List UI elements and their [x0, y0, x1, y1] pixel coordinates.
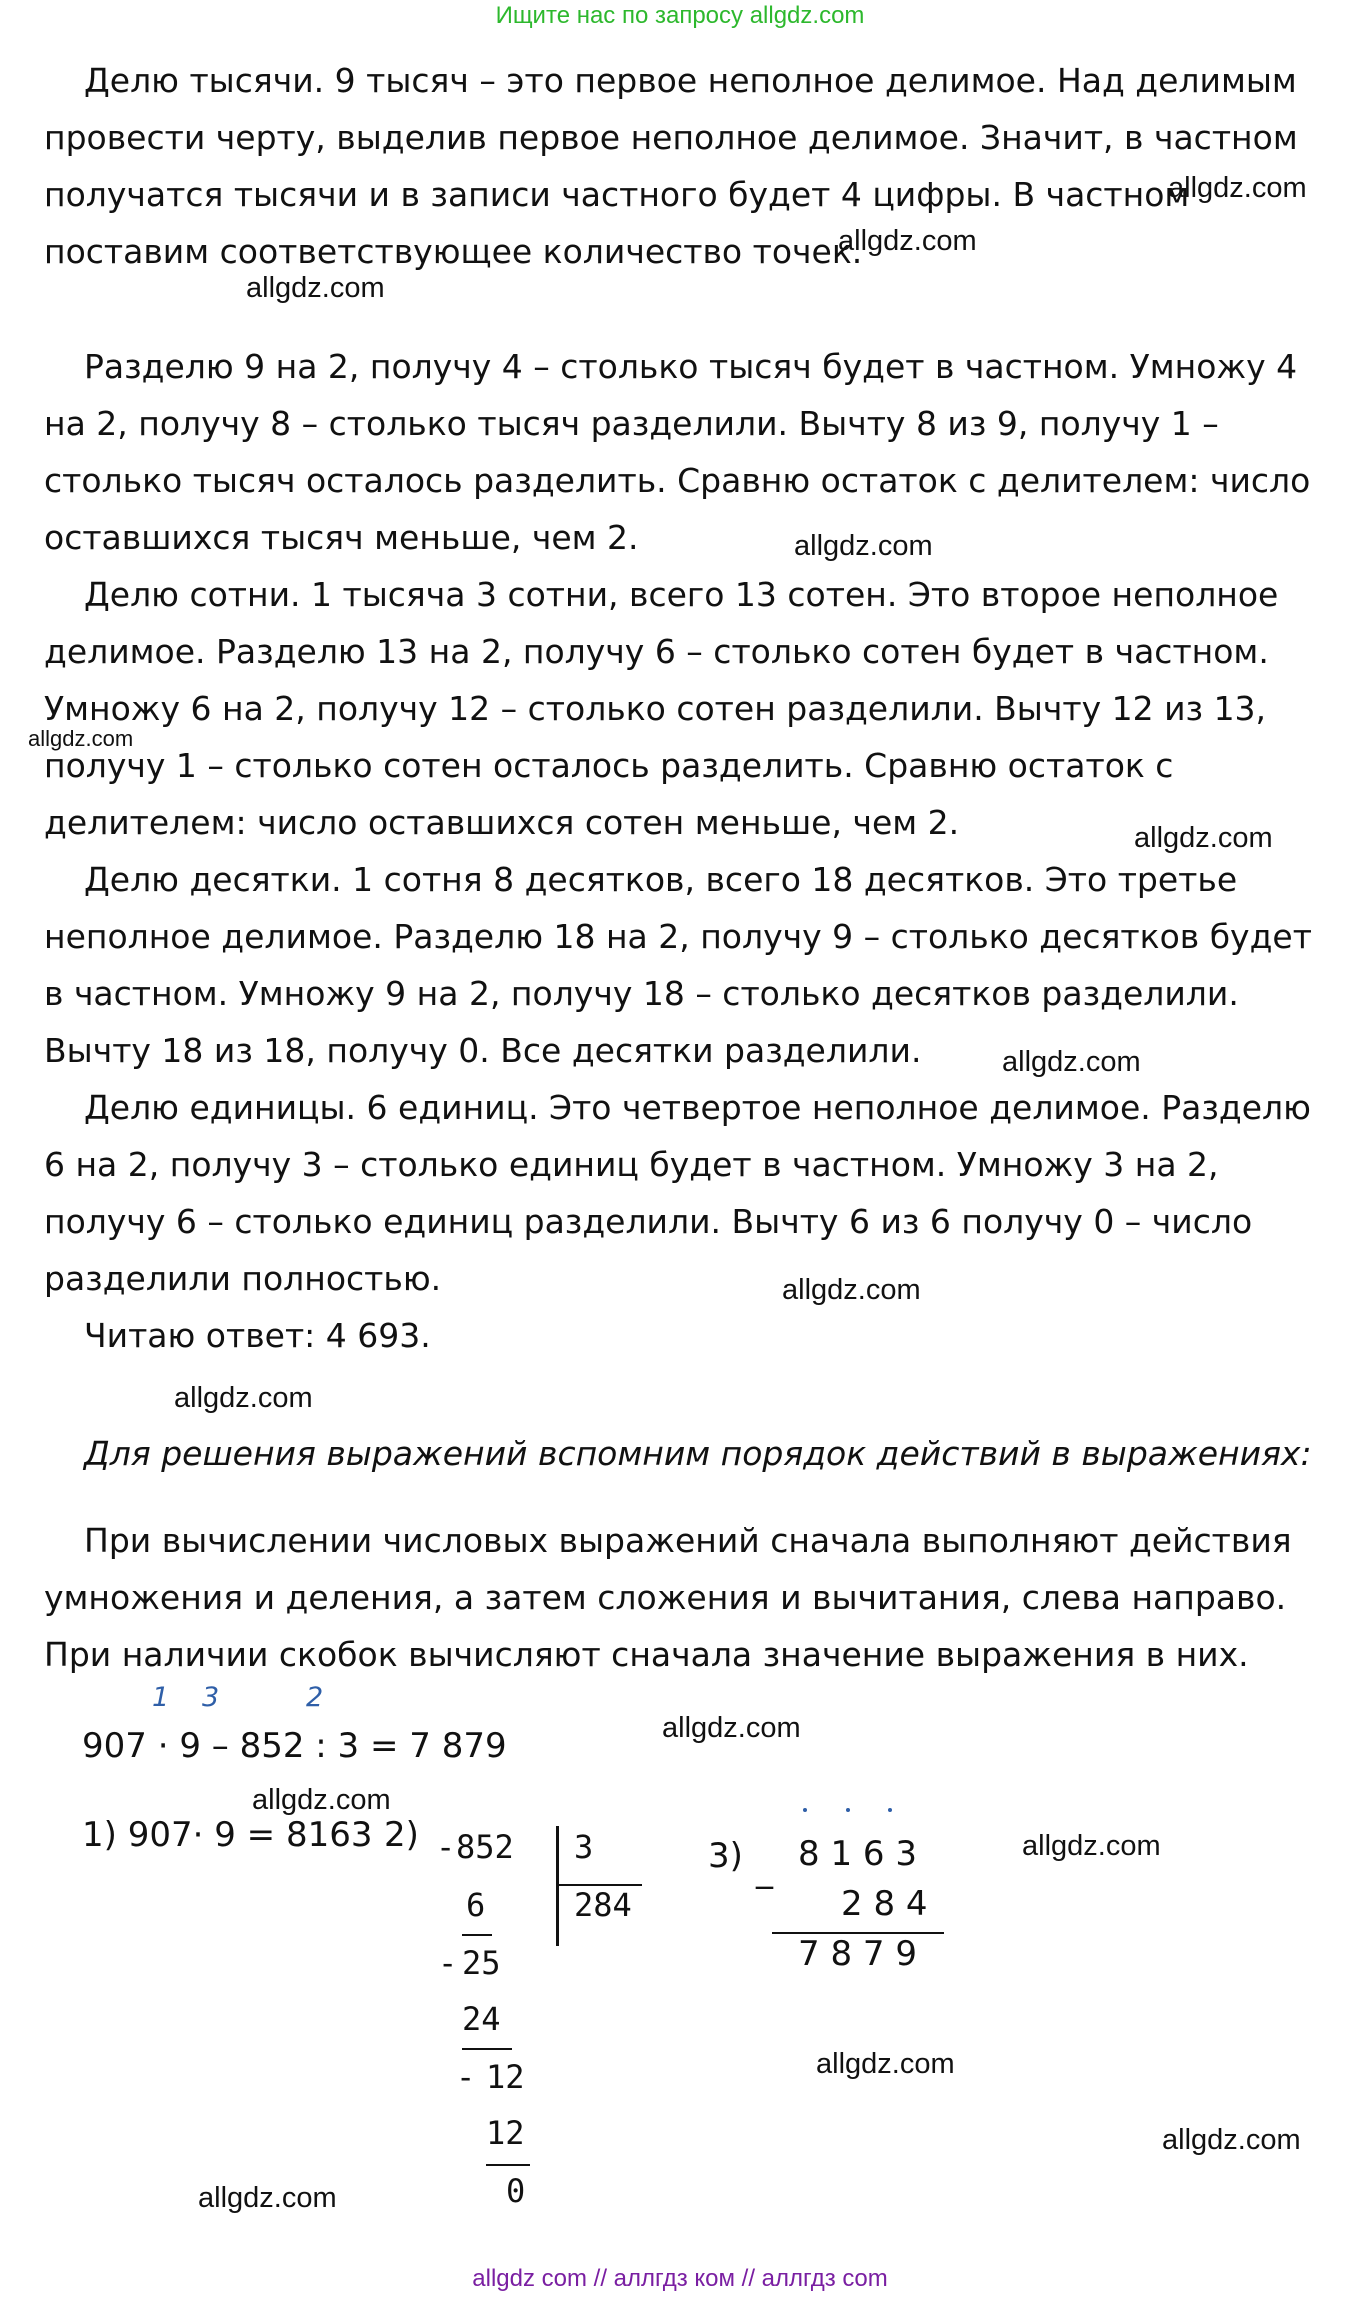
italic-heading: Для решения выражений вспомним порядок действий в выражениях:	[84, 1434, 1312, 1473]
watermark: allgdz.com	[782, 1274, 921, 1306]
dividend: 852	[456, 1828, 514, 1866]
order-mark-2: 2	[306, 1682, 324, 1713]
watermark: allgdz.com	[246, 272, 385, 304]
step-1: 1) 907· 9 = 8163	[82, 1815, 373, 1855]
quotient: 284	[574, 1886, 632, 1924]
watermark: allgdz.com	[1022, 1830, 1161, 1862]
subtraction-dot-1	[803, 1808, 807, 1812]
watermark: allgdz.com	[28, 726, 134, 751]
watermark: allgdz.com	[1162, 2124, 1301, 2156]
watermark: allgdz.com	[794, 530, 933, 562]
watermark: allgdz.com	[1168, 172, 1307, 204]
paragraph-units: Делю единицы. 6 единиц. Это четвертое неполное делимое. Разделю 6 на 2, получу 3 – столько единиц будет в частном. Умножу 3 на 2, получу 6 – столько единиц разделили. Вычту 6 из 6 получу 0 – число разделили полностью.	[44, 1088, 1311, 1298]
subtraction-result: 7 8 7 9	[798, 1934, 917, 1974]
division-row-25: 25	[462, 1944, 501, 1982]
order-mark-1: 1	[152, 1682, 170, 1713]
step-3-label: 3)	[708, 1836, 743, 1876]
paragraph-divide-thousands: Разделю 9 на 2, получу 4 – столько тысяч будет в частном. Умножу 4 на 2, получу 8 – столько тысяч разделили. Вычту 8 из 9, получу 1 – столько тысяч осталось разделить. Сравню остаток с делителем: число оставшихся тысяч меньше, чем 2.	[44, 347, 1311, 557]
watermark: allgdz.com	[252, 1784, 391, 1816]
watermark: allgdz.com	[662, 1712, 801, 1744]
division-line-2	[462, 2048, 512, 2050]
expression: 907 · 9 – 852 : 3 = 7 879	[82, 1726, 507, 1766]
watermark: allgdz.com	[816, 2048, 955, 2080]
watermark: allgdz.com	[174, 1382, 313, 1414]
division-row-0: 0	[506, 2172, 526, 2210]
division-line-1	[462, 1934, 492, 1936]
subtraction-dot-2	[846, 1808, 850, 1812]
footer-links: allgdz com // аллгдз ком // аллгдз com	[472, 2265, 888, 2292]
subtraction-dot-3	[888, 1808, 892, 1812]
divisor: 3	[574, 1828, 594, 1866]
header-search-note: Ищите нас по запросу allgdz.com	[495, 2, 865, 29]
step-2-label: 2)	[384, 1815, 419, 1855]
watermark: allgdz.com	[1134, 822, 1273, 854]
watermark: allgdz.com	[1002, 1046, 1141, 1078]
division-row-minus-1: -	[438, 1944, 458, 1982]
paragraph-thousands: Делю тысячи. 9 тысяч – это первое неполное делимое. Над делимым провести черту, выделив первое неполное делимое. Значит, в частном получатся тысячи и в записи частного будет 4 цифры. В частном поставим соответствующее количество точек.	[44, 61, 1298, 271]
division-row-minus-2: -	[456, 2058, 476, 2096]
division-vertical-bar	[556, 1826, 559, 1946]
rule-paragraph: При вычислении числовых выражений сначала выполняют действия умножения и деления, а затем сложения и вычитания, слева направо. При наличии скобок вычисляют сначала значение выражения в них.	[44, 1521, 1292, 1674]
division-row-6: 6	[466, 1886, 486, 1924]
paragraph-answer: Читаю ответ: 4 693.	[84, 1316, 431, 1355]
division-row-24: 24	[462, 2000, 501, 2038]
division-line-3	[486, 2164, 530, 2166]
paragraph-hundreds: Делю сотни. 1 тысяча 3 сотни, всего 13 сотен. Это второе неполное делимое. Разделю 13 на 2, получу 6 – столько сотен будет в частном. Умножу 6 на 2, получу 12 – столько сотен разделили. Вычту 12 из 13, получу 1 – столько сотен осталось разделить. Сравню остаток с делителем: число оставшихся сотен меньше, чем 2.	[44, 575, 1279, 842]
subtrahend: 2 8 4	[841, 1884, 928, 1924]
division-minus: -	[436, 1828, 456, 1866]
minuend: 8 1 6 3	[798, 1834, 917, 1874]
subtraction-minus: _	[756, 1850, 773, 1890]
division-row-12a: 12	[486, 2058, 525, 2096]
watermark: allgdz.com	[198, 2182, 337, 2214]
watermark: allgdz.com	[838, 225, 977, 257]
division-row-12b: 12	[486, 2114, 525, 2152]
order-mark-3: 3	[202, 1682, 220, 1713]
paragraph-tens: Делю десятки. 1 сотня 8 десятков, всего 18 десятков. Это третье неполное делимое. Разделю 18 на 2, получу 9 – столько десятков будет в частном. Умножу 9 на 2, получу 18 – столько десятков разделили. Вычту 18 из 18, получу 0. Все десятки разделили.	[44, 860, 1312, 1070]
